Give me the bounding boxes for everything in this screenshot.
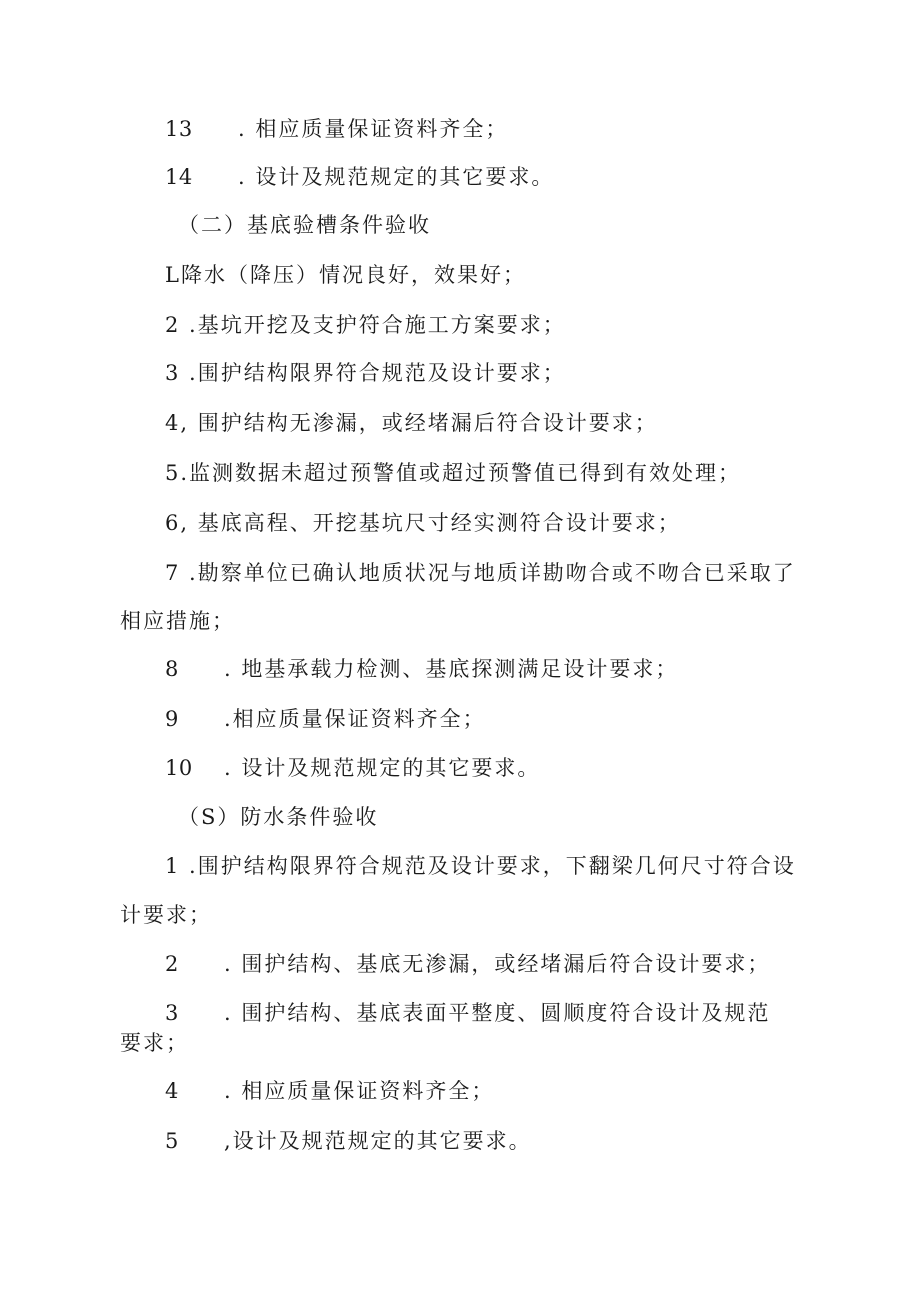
s3-item-1-line-2: 计要求； (120, 903, 212, 927)
s3-item-3-line-2: 要求； (120, 1031, 189, 1055)
s2-item-4: 4, 围护结构无渗漏，或经堵漏后符合设计要求； (165, 411, 658, 435)
s3-item-4-number: 4 (165, 1079, 179, 1103)
section-2-heading: （二）基底验槽条件验收 (178, 213, 431, 237)
s2-item-6: 6, 基底高程、开挖基坑尺寸经实测符合设计要求； (165, 511, 681, 535)
item-13-text: . 相应质量保证资料齐全； (238, 117, 509, 141)
s2-item-10-number: 10 (165, 756, 193, 780)
item-14-number: 14 (165, 165, 193, 189)
s3-item-4-text: . 相应质量保证资料齐全； (224, 1079, 495, 1103)
s3-item-5-number: 5 (165, 1129, 179, 1153)
s2-item-9-number: 9 (165, 707, 179, 731)
item-14-text: . 设计及规范规定的其它要求。 (238, 165, 555, 189)
s2-item-8-text: . 地基承载力检测、基底探测满足设计要求； (224, 657, 679, 681)
s2-item-10-text: . 设计及规范规定的其它要求。 (224, 756, 541, 780)
s2-item-8-number: 8 (165, 657, 179, 681)
s3-item-3-text: . 围护结构、基底表面平整度、圆顺度符合设计及规范 (224, 1001, 771, 1025)
s2-item-2: 2 .基坑开挖及支护符合施工方案要求； (165, 313, 566, 337)
s2-item-9-text: .相应质量保证资料齐全； (224, 707, 486, 731)
s2-item-5: 5.监测数据未超过预警值或超过预警值已得到有效处理； (165, 461, 742, 485)
s3-item-5-text: ,设计及规范规定的其它要求。 (224, 1129, 532, 1153)
s2-item-1: L降水（降压）情况良好，效果好； (165, 263, 526, 287)
s3-item-3-number: 3 (165, 1001, 179, 1025)
item-13-number: 13 (165, 117, 193, 141)
s3-item-2-text: . 围护结构、基底无渗漏，或经堵漏后符合设计要求； (224, 952, 771, 976)
s2-item-7-line-1: 7 .勘察单位已确认地质状况与地质详勘吻合或不吻合已采取了 (165, 561, 796, 585)
section-3-heading: （S）防水条件验收 (178, 805, 379, 829)
s3-item-1-line-1: 1 .围护结构限界符合规范及设计要求，下翻梁几何尺寸符合设 (165, 854, 796, 878)
s2-item-3: 3 .围护结构限界符合规范及设计要求； (165, 361, 566, 385)
s2-item-7-line-2: 相应措施； (120, 609, 235, 633)
s3-item-2-number: 2 (165, 952, 179, 976)
